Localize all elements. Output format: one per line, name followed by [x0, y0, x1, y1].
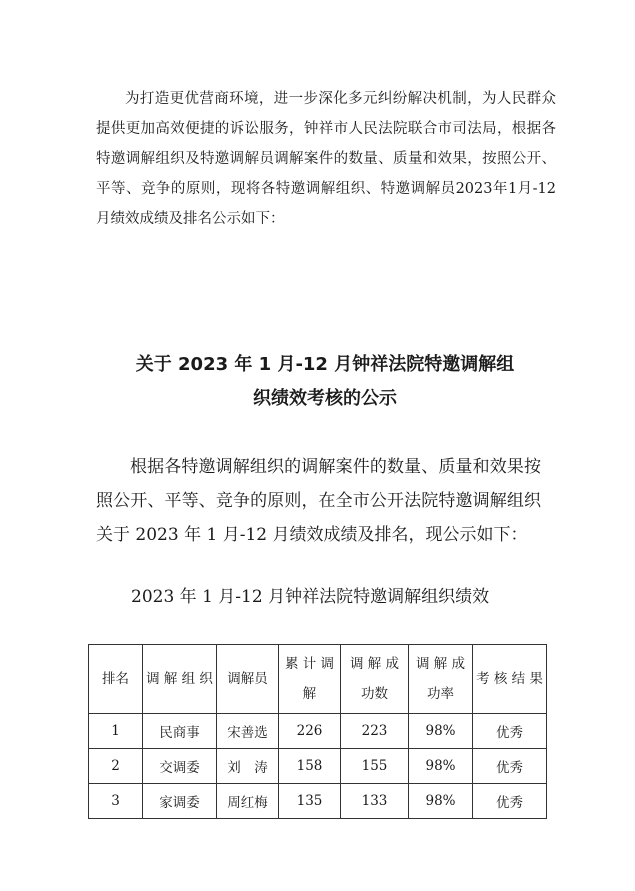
header-success-count: 调 解 成 功数 — [341, 645, 409, 714]
notice-title-line-1: 关于 2023 年 1 月-12 月钟祥法院特邀调解组 — [135, 354, 515, 375]
header-rank: 排名 — [89, 645, 143, 714]
cell-result: 优秀 — [473, 714, 547, 749]
body-paragraph: 根据各特邀调解组织的调解案件的数量、质量和效果按照公开、平等、竞争的原则，在全市公开法院特邀调解组织关于 2023 年 1 月-12 月绩效成绩及排名，现公示如下： — [96, 457, 541, 545]
cell-rank: 1 — [89, 714, 143, 749]
cell-success-rate: 98% — [409, 749, 473, 784]
cell-success-count: 133 — [341, 784, 409, 819]
header-success-rate: 调 解 成 功率 — [409, 645, 473, 714]
table-header-row — [89, 645, 547, 714]
table-row — [89, 714, 547, 749]
notice-title — [100, 348, 550, 416]
table-row — [89, 784, 547, 819]
header-organization: 调 解 组 织 — [143, 645, 217, 714]
cell-total-cases: 158 — [279, 749, 341, 784]
cell-organization: 民商事 — [143, 714, 217, 749]
cell-success-count: 155 — [341, 749, 409, 784]
cell-result: 优秀 — [473, 784, 547, 819]
notice-title-line-2: 织绩效考核的公示 — [253, 388, 397, 409]
cell-rank: 3 — [89, 784, 143, 819]
cell-rank: 2 — [89, 749, 143, 784]
cell-mediator: 刘 涛 — [217, 749, 279, 784]
performance-table — [88, 644, 547, 819]
cell-total-cases: 135 — [279, 784, 341, 819]
header-total-cases: 累 计 调 解 — [279, 645, 341, 714]
cell-result: 优秀 — [473, 749, 547, 784]
cell-success-rate: 98% — [409, 784, 473, 819]
cell-total-cases: 226 — [279, 714, 341, 749]
intro-paragraph: 为打造更优营商环境，进一步深化多元纠纷解决机制，为人民群众提供更加高效便捷的诉讼服务，钟祥市人民法院联合市司法局，根据各特邀调解组织及特邀调解员调解案件的数量、质量和效果，按照公开、平等、竞争的原则，现将各特邀调解组织、特邀调解员2023年1月-12月绩效成绩及排名公示如下： — [96, 91, 556, 227]
cell-organization: 交调委 — [143, 749, 217, 784]
header-result: 考 核 结 果 — [473, 645, 547, 714]
cell-success-rate: 98% — [409, 714, 473, 749]
cell-mediator: 周红梅 — [217, 784, 279, 819]
header-mediator: 调解员 — [217, 645, 279, 714]
table-row — [89, 749, 547, 784]
table-caption: 2023 年 1 月-12 月钟祥法院特邀调解组织绩效 — [131, 587, 490, 607]
cell-organization: 家调委 — [143, 784, 217, 819]
cell-success-count: 223 — [341, 714, 409, 749]
cell-mediator: 宋善选 — [217, 714, 279, 749]
